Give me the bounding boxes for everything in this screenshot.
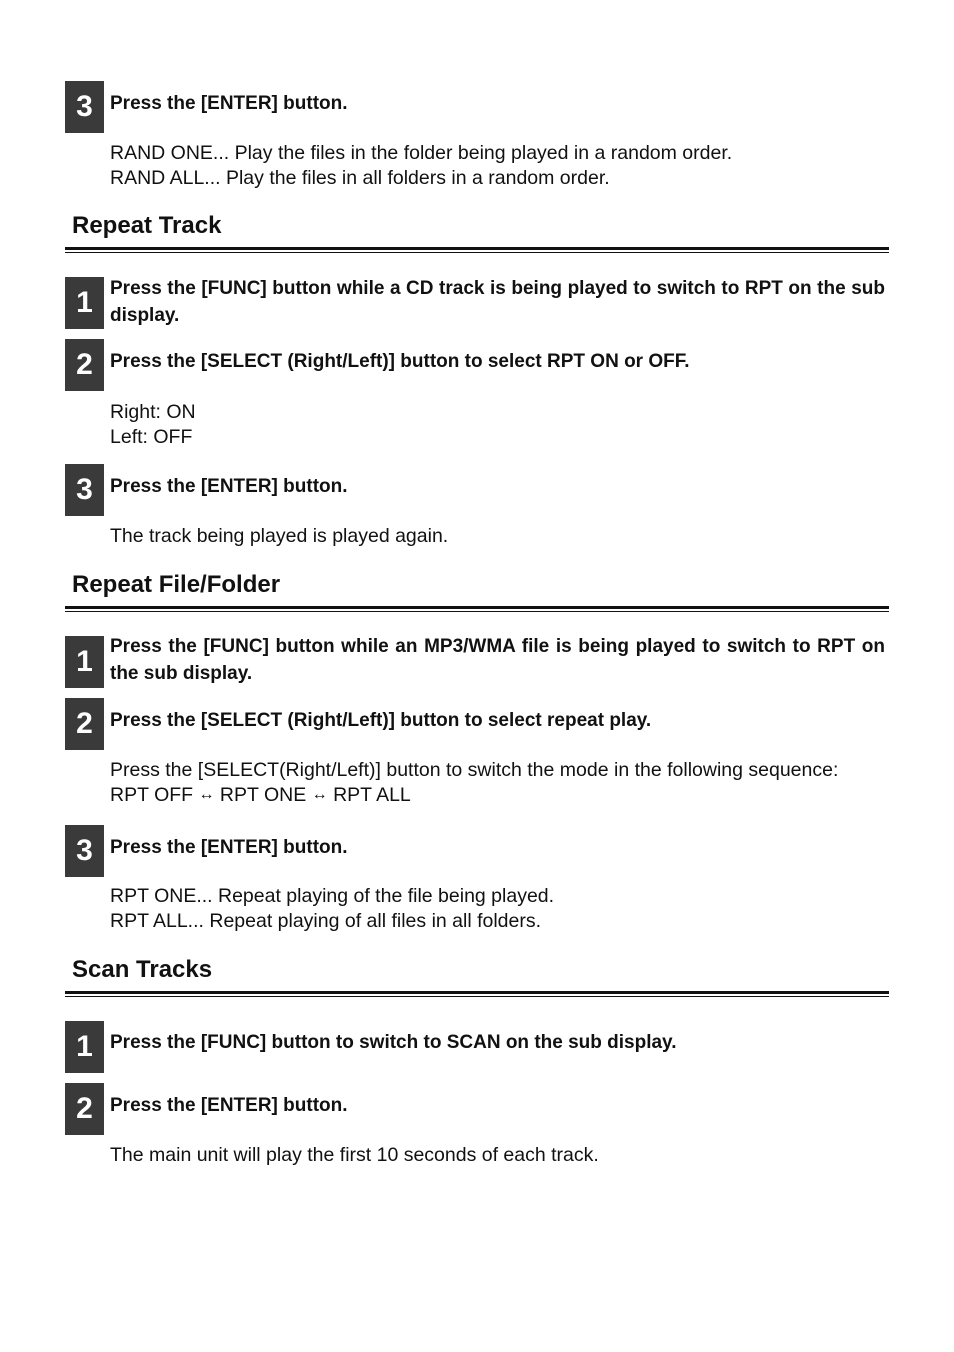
section-heading-repeat-track: Repeat Track	[72, 212, 222, 239]
note-line: Right: ON	[110, 401, 196, 423]
double-arrow-icon: ↔	[311, 786, 328, 803]
sequence-item: RPT ONE	[219, 784, 307, 806]
section-divider	[65, 991, 889, 997]
step-instruction: Press the [FUNC] button while an MP3/WMA file is being played to switch to RPT on the sub display.	[110, 636, 885, 684]
note-line: RPT ALL... Repeat playing of all files in all folders.	[110, 910, 542, 932]
step-instruction: Press the [SELECT (Right/Left)] button to select RPT ON or OFF.	[110, 351, 690, 372]
step-number-badge: 1	[65, 277, 104, 329]
section-divider	[65, 606, 889, 612]
step-number-badge: 1	[65, 1021, 104, 1073]
step-number-badge: 3	[65, 825, 104, 877]
note-line: The track being played is played again.	[110, 525, 449, 547]
note-line: Press the [SELECT(Right/Left)] button to switch the mode in the following sequence:	[110, 759, 839, 781]
step-number-badge: 3	[65, 464, 104, 516]
step-instruction: Press the [ENTER] button.	[110, 1095, 348, 1116]
step-instruction: Press the [SELECT (Right/Left)] button to select repeat play.	[110, 710, 652, 731]
scan-step-2-note	[110, 1143, 599, 1168]
sequence-item: RPT ALL	[333, 784, 411, 806]
section-divider	[65, 247, 889, 253]
note-line: The main unit will play the first 10 seconds of each track.	[110, 1144, 599, 1166]
repeat-file-step-2-notes	[110, 758, 838, 809]
step-number-badge: 2	[65, 339, 104, 391]
step-number-badge: 1	[65, 636, 104, 688]
step-instruction: Press the [FUNC] button to switch to SCAN on the sub display.	[110, 1032, 677, 1053]
step-number-badge: 2	[65, 698, 104, 750]
note-line: RPT ONE... Repeat playing of the file being played.	[110, 885, 555, 907]
step-instruction: Press the [ENTER] button.	[110, 837, 348, 858]
double-arrow-icon: ↔	[198, 786, 215, 803]
sequence-item: RPT OFF	[110, 784, 194, 806]
note-line: RAND ALL... Play the files in all folders in a random order.	[110, 167, 610, 189]
step-number-badge: 2	[65, 1083, 104, 1135]
note-line: RAND ONE... Play the files in the folder being played in a random order.	[110, 142, 733, 164]
mode-sequence	[110, 783, 838, 809]
step-number-badge: 3	[65, 81, 104, 133]
step-instruction: Press the [FUNC] button while a CD track is being played to switch to RPT on the sub display.	[110, 278, 885, 326]
section-heading-repeat-file: Repeat File/Folder	[72, 571, 281, 598]
repeat-track-step-2-notes	[110, 400, 196, 450]
repeat-track-step-3-note	[110, 524, 448, 549]
section-heading-scan-tracks: Scan Tracks	[72, 956, 213, 983]
rand-notes	[110, 141, 732, 191]
step-instruction: Press the [ENTER] button.	[110, 93, 348, 114]
step-instruction: Press the [ENTER] button.	[110, 476, 348, 497]
repeat-file-step-3-notes	[110, 884, 554, 934]
note-line: Left: OFF	[110, 426, 193, 448]
